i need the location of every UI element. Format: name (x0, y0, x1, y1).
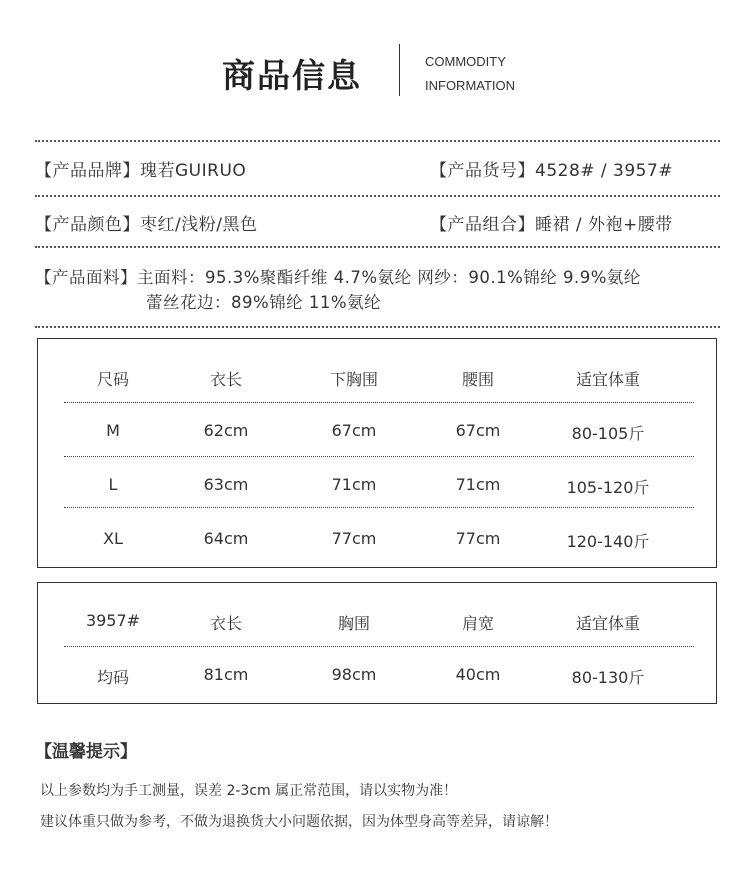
color-info: 【产品颜色】枣红/浅粉/黑色 (35, 215, 258, 235)
subtitle-line-2: INFORMATION (425, 78, 516, 93)
size-table-3957 (37, 582, 717, 704)
tip-line-1: 以上参数均为手工测量，误差 2-3cm 属正常范围，请以实物为准！ (40, 783, 458, 799)
table-cell: 67cm (331, 421, 377, 440)
page-subtitle (425, 50, 515, 98)
table-cell: 98cm (331, 665, 377, 684)
divider-2 (35, 195, 720, 197)
combo-info: 【产品组合】睡裙 / 外袍+腰带 (430, 215, 673, 235)
table-cell: 80-130斤 (571, 668, 645, 687)
size-table-4528 (37, 338, 717, 568)
table-header-cell: 胸围 (337, 614, 370, 633)
divider-1 (35, 140, 720, 142)
item-number-info: 【产品货号】4528# / 3957# (430, 161, 674, 181)
table-header-cell: 肩宽 (461, 614, 494, 633)
row-divider (64, 646, 694, 647)
page-title: 商品信息 (222, 56, 362, 95)
table-cell: M (106, 421, 120, 440)
table-header-cell: 衣长 (209, 370, 242, 389)
table-cell: 80-105斤 (571, 424, 645, 443)
divider-4 (35, 326, 720, 328)
page-header (0, 40, 750, 100)
row-divider (64, 456, 694, 457)
row-divider (64, 507, 694, 508)
table-cell: XL (103, 529, 123, 548)
subtitle-line-1: COMMODITY (425, 54, 506, 69)
table-header-cell: 适宜体重 (575, 614, 640, 633)
row-divider (64, 402, 694, 403)
table-cell: 64cm (203, 529, 249, 548)
table-cell: 77cm (331, 529, 377, 548)
table-header-cell: 适宜体重 (575, 370, 640, 389)
divider-3 (35, 246, 720, 248)
table-header-cell: 3957# (85, 611, 141, 630)
tips-title: 【温馨提示】 (35, 742, 137, 762)
brand-info: 【产品品牌】瑰若GUIRUO (35, 161, 247, 181)
table-cell: 62cm (203, 421, 249, 440)
title-divider (399, 44, 400, 96)
table-cell: 均码 (96, 668, 129, 687)
table-cell: 67cm (455, 421, 501, 440)
tip-line-2: 建议体重只做为参考，不做为退换货大小问题依据，因为体型身高等差异，请谅解！ (40, 814, 558, 830)
table-cell: 71cm (455, 475, 501, 494)
table-header-cell: 衣长 (209, 614, 242, 633)
table-cell: 120-140斤 (566, 532, 650, 551)
table-cell: 63cm (203, 475, 249, 494)
table-cell: 40cm (455, 665, 501, 684)
table-header-cell: 尺码 (96, 370, 129, 389)
fabric-info: 【产品面料】主面料：95.3%聚酯纤维 4.7%氨纶 网纱：90.1%锦纶 9.9%氨纶 (35, 268, 641, 287)
table-cell: L (108, 475, 118, 494)
table-header-cell: 腰围 (461, 370, 494, 389)
table-cell: 71cm (331, 475, 377, 494)
table-cell: 81cm (203, 665, 249, 684)
table-header-cell: 下胸围 (329, 370, 378, 389)
table-cell: 105-120斤 (566, 478, 650, 497)
lace-info: 蕾丝花边：89%锦纶 11%氨纶 (146, 293, 382, 312)
table-cell: 77cm (455, 529, 501, 548)
